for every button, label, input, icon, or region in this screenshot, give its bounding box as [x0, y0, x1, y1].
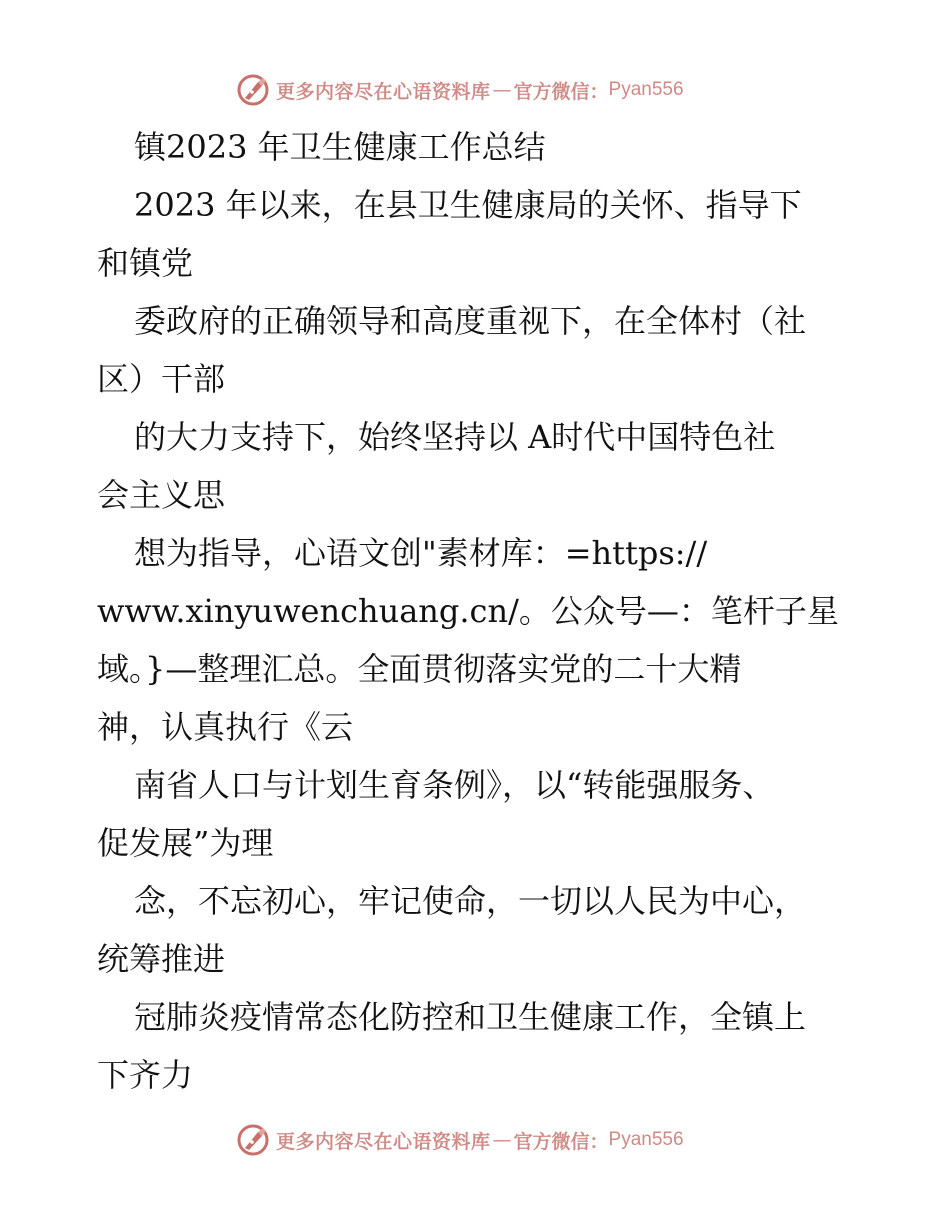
- text-line: 2023 年以来，在县卫生健康局的关怀、指导下: [134, 186, 802, 224]
- watermark-separator: —: [492, 1129, 512, 1151]
- text-line: 统筹推进: [97, 940, 226, 978]
- header-watermark: [236, 72, 684, 108]
- text-line: 神，认真执行《云: [97, 708, 354, 746]
- watermark-text: 更多内容尽在心语资料库: [276, 80, 491, 103]
- text-line: 念，不忘初心，牢记使命，一切以人民为中心，: [134, 882, 807, 920]
- document-body: [97, 118, 877, 1104]
- text-line: 下齐力: [97, 1056, 194, 1094]
- footer-watermark: [236, 1122, 684, 1158]
- text-line: 域。}—整理汇总。全面贯彻落实党的二十大精: [97, 650, 742, 688]
- text-line: www.xinyuwenchuang.cn/。公众号—：笔杆子星: [97, 592, 839, 630]
- text-line: 冠肺炎疫情常态化防控和卫生健康工作，全镇上: [134, 998, 807, 1036]
- text-line: 和镇党: [97, 244, 194, 282]
- document-title: 镇2023 年卫生健康工作总结: [134, 128, 546, 166]
- text-line: 南省人口与计划生育条例》，以“转能强服务、: [134, 766, 775, 804]
- watermark-wechat-id: Pyan556: [608, 79, 684, 100]
- watermark-text: 更多内容尽在心语资料库: [276, 1130, 491, 1153]
- pen-nib-logo-icon: [236, 1123, 270, 1157]
- watermark-official-label: 官方微信：: [513, 1130, 609, 1153]
- text-line: 区）干部: [97, 360, 226, 398]
- text-line: 的大力支持下，始终坚持以 A时代中国特色社: [134, 418, 776, 456]
- text-line: 会主义思: [97, 476, 226, 514]
- watermark-official-label: 官方微信：: [513, 80, 609, 103]
- watermark-wechat-id: Pyan556: [608, 1129, 684, 1150]
- text-line: 想为指导，心语文创"素材库：=https://: [134, 534, 708, 572]
- text-line: 委政府的正确领导和高度重视下，在全体村（社: [134, 302, 807, 340]
- pen-nib-logo-icon: [236, 73, 270, 107]
- text-line: 促发展”为理: [97, 824, 274, 862]
- watermark-separator: —: [492, 79, 512, 101]
